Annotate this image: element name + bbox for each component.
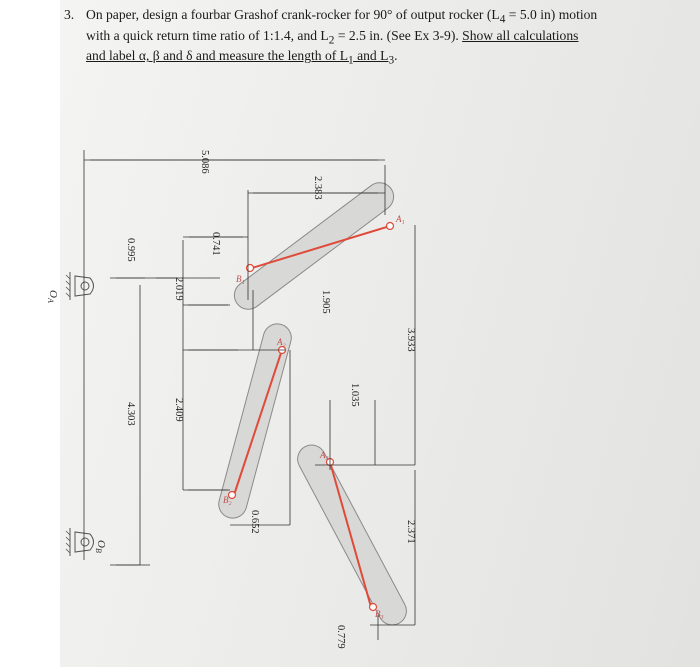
dim-2383: 2.383 (312, 176, 323, 200)
link-position-3 (293, 440, 412, 630)
dim-2019: 2.019 (173, 277, 184, 301)
label-OA: OA (46, 290, 59, 303)
question-number: 3. (64, 7, 75, 22)
ground-pivot-OB (66, 528, 94, 556)
question-line-2: with a quick return time ratio of 1:1.4, and $L_2 = 2.5$ in. (See Ex 3-9). Show all calculations (86, 27, 579, 47)
label-B1: B₁ (236, 274, 245, 284)
dim-3933: 3.933 (405, 328, 416, 352)
label-A1: A₁ (396, 214, 405, 224)
label-A3: A₃ (320, 450, 329, 460)
dim-2409: 2.409 (173, 398, 184, 422)
dim-4303: 4.303 (125, 402, 136, 426)
dim-0995: 0.995 (125, 238, 136, 262)
label-B3: B₃ (375, 609, 384, 619)
dim-2371: 2.371 (405, 520, 416, 544)
pin-B1 (247, 265, 254, 272)
dim-1905: 1.905 (320, 290, 331, 314)
dim-0652: 0.652 (249, 510, 260, 534)
question-line-1: On paper, design a fourbar Grashof crank-rocker for 90° of output rocker ($L_4 = 5.0$ in) motion (86, 7, 598, 26)
pin-A1 (387, 223, 394, 230)
dim-5086: 5.086 (199, 150, 210, 174)
label-A2: A₂ (277, 337, 286, 347)
link-position-2 (216, 321, 295, 521)
ground-pivot-OA (66, 272, 94, 300)
label-B2: B₂ (223, 495, 232, 505)
question-line-3: and label α, β and δ and measure the length of $L_1$ and $L_3$. (86, 48, 398, 68)
label-OB: OB (94, 540, 107, 553)
dim-0779: 0.779 (335, 625, 346, 649)
dim-0741: 0.741 (210, 232, 221, 256)
dim-1035: 1.035 (349, 383, 360, 407)
